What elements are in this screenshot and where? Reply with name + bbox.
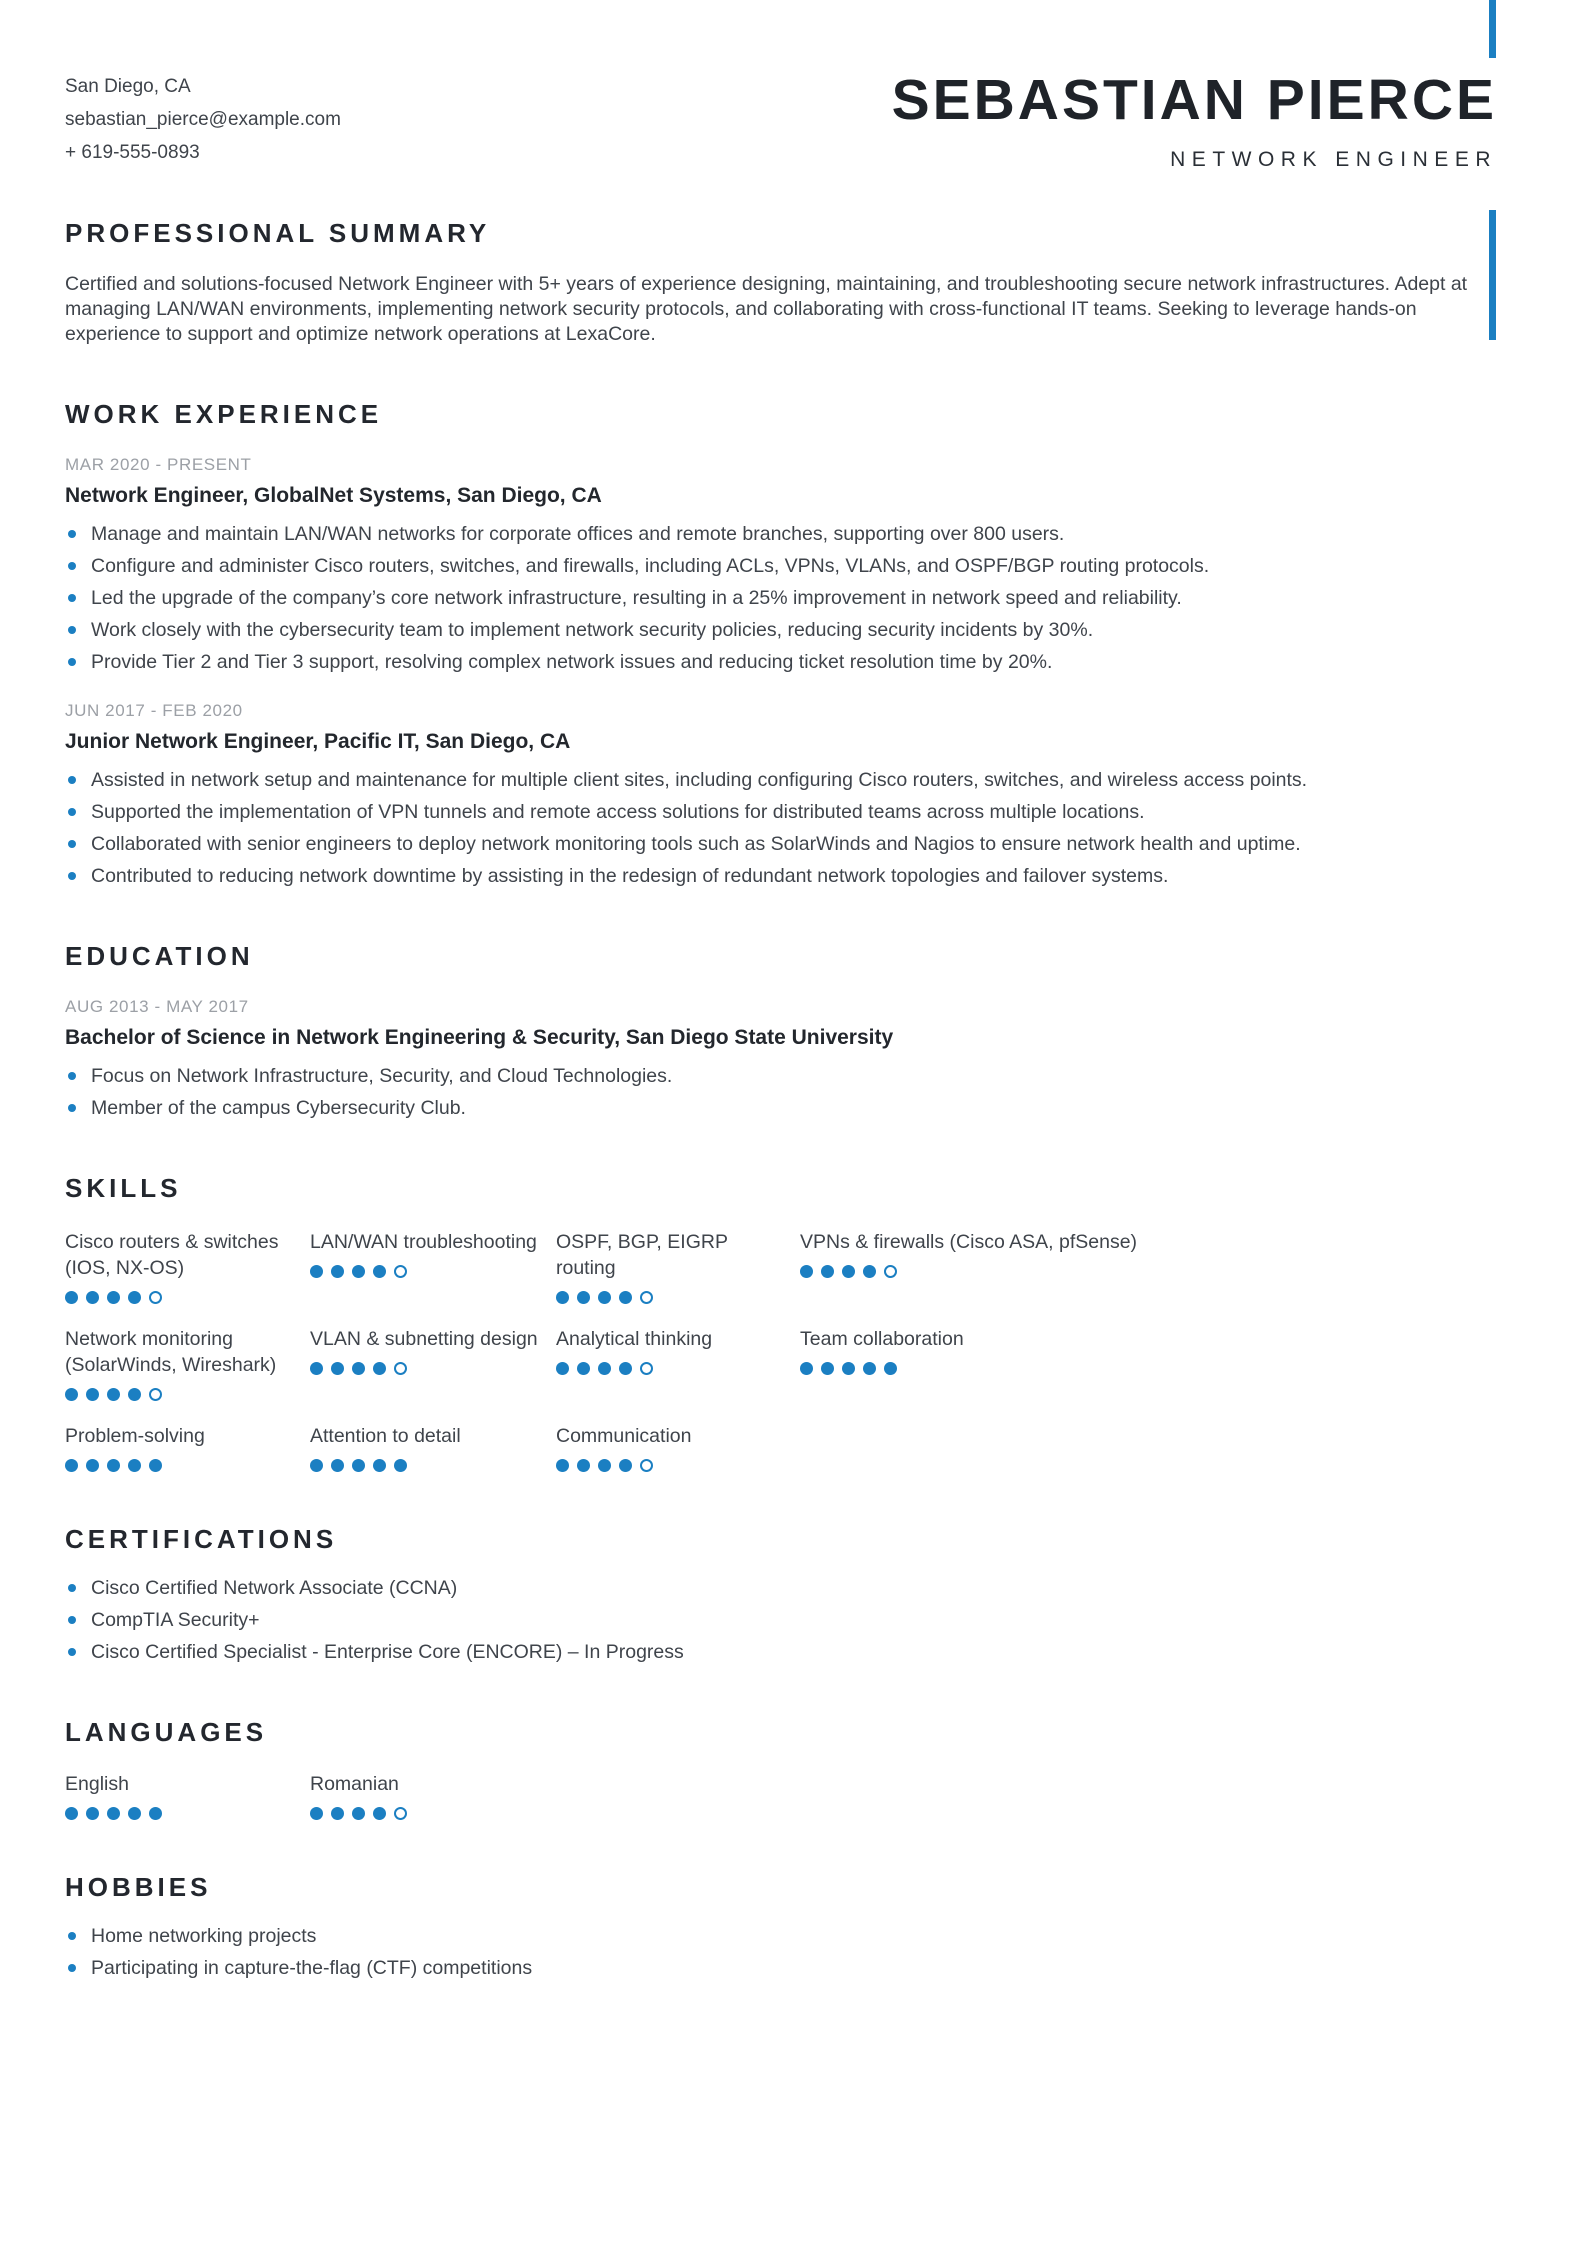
- skill-rating: [310, 1361, 540, 1375]
- skill-label: Attention to detail: [310, 1425, 461, 1447]
- rating-dot-filled: [821, 1362, 834, 1375]
- section-skills: [65, 1173, 1497, 1472]
- rating-dot-empty: [394, 1362, 407, 1375]
- rating-dot-filled: [842, 1362, 855, 1375]
- skill-label: Problem-solving: [65, 1425, 205, 1447]
- job-bullet: Led the upgrade of the company’s core network infrastructure, resulting in a 25% improvement in network speed and reliability.: [65, 586, 1485, 611]
- skill-rating: [556, 1290, 784, 1304]
- skill-item: [65, 1423, 310, 1472]
- candidate-title: NETWORK ENGINEER: [1170, 148, 1497, 171]
- job-bullet: Assisted in network setup and maintenance for multiple client sites, including configuring Cisco routers, switches, and wireless access points.: [65, 768, 1485, 793]
- skill-item: [65, 1229, 310, 1304]
- rating-dot-filled: [352, 1362, 365, 1375]
- rating-dot-filled: [86, 1291, 99, 1304]
- job-bullet-list: [65, 522, 1497, 675]
- skill-label: VLAN & subnetting design: [310, 1328, 538, 1350]
- rating-dot-filled: [577, 1459, 590, 1472]
- section-education: [65, 941, 1497, 1121]
- education-degree: Bachelor of Science in Network Engineering & Security, San Diego State University: [65, 1026, 894, 1049]
- rating-dot-filled: [149, 1459, 162, 1472]
- skills-grid: [65, 1229, 1497, 1472]
- hobby-item: Participating in capture-the-flag (CTF) competitions: [65, 1956, 1485, 1981]
- education-bullet-list: [65, 1064, 1497, 1121]
- rating-dot-filled: [598, 1362, 611, 1375]
- rating-dot-filled: [310, 1459, 323, 1472]
- rating-dot-filled: [842, 1265, 855, 1278]
- job-bullet: Contributed to reducing network downtime by assisting in the redesign of redundant network topologies and failover systems.: [65, 864, 1485, 889]
- name-block: [891, 68, 1497, 172]
- job-dates: MAR 2020 - PRESENT: [65, 455, 252, 474]
- job-bullet: Supported the implementation of VPN tunnels and remote access solutions for distributed teams across multiple locations.: [65, 800, 1485, 825]
- skill-item: [310, 1326, 556, 1401]
- education-bullet: Member of the campus Cybersecurity Club.: [65, 1096, 1485, 1121]
- contact-phone: + 619-555-0893: [65, 142, 200, 163]
- certification-item: CompTIA Security+: [65, 1608, 1485, 1633]
- rating-dot-filled: [863, 1265, 876, 1278]
- header: [65, 70, 1497, 172]
- rating-dot-filled: [107, 1388, 120, 1401]
- job-bullet: Work closely with the cybersecurity team to implement network security policies, reducing security incidents by 30%.: [65, 618, 1485, 643]
- rating-dot-filled: [107, 1459, 120, 1472]
- rating-dot-filled: [65, 1459, 78, 1472]
- hobbies-heading: HOBBIES: [65, 1872, 212, 1902]
- rating-dot-filled: [556, 1459, 569, 1472]
- summary-text: Certified and solutions-focused Network Engineer with 5+ years of experience designing, maintaining, and troubleshooting secure network infrastructures. Adept at managing LAN/WAN environments, implementing network security protocols, and collaborating with cross-functional IT teams. Seeking to leverage hands-on experience to support and optimize network operations at LexaCore.: [65, 273, 1468, 345]
- rating-dot-filled: [394, 1459, 407, 1472]
- language-item: [310, 1771, 556, 1820]
- hobby-list: [65, 1924, 1497, 1981]
- rating-dot-filled: [331, 1362, 344, 1375]
- rating-dot-filled: [619, 1291, 632, 1304]
- rating-dot-filled: [331, 1265, 344, 1278]
- skill-rating: [800, 1361, 1481, 1375]
- skill-rating: [310, 1264, 540, 1278]
- rating-dot-filled: [310, 1807, 323, 1820]
- rating-dot-filled: [619, 1362, 632, 1375]
- languages-grid: [65, 1771, 1497, 1820]
- section-certifications: [65, 1524, 1497, 1665]
- rating-dot-filled: [577, 1291, 590, 1304]
- skill-item: [310, 1423, 556, 1472]
- skill-label: Cisco routers & switches (IOS, NX-OS): [65, 1231, 279, 1279]
- skill-label: Network monitoring (SolarWinds, Wireshark): [65, 1328, 277, 1376]
- skill-label: OSPF, BGP, EIGRP routing: [556, 1231, 728, 1279]
- section-work-experience: [65, 399, 1497, 889]
- skill-item: [65, 1326, 310, 1401]
- job-title: Junior Network Engineer, Pacific IT, San Diego, CA: [65, 730, 571, 753]
- skill-rating: [310, 1458, 540, 1472]
- summary-heading: PROFESSIONAL SUMMARY: [65, 218, 491, 248]
- rating-dot-filled: [65, 1807, 78, 1820]
- skill-label: LAN/WAN troubleshooting: [310, 1231, 537, 1253]
- rating-dot-filled: [86, 1459, 99, 1472]
- rating-dot-filled: [128, 1388, 141, 1401]
- rating-dot-filled: [310, 1265, 323, 1278]
- rating-dot-filled: [577, 1362, 590, 1375]
- rating-dot-filled: [331, 1807, 344, 1820]
- rating-dot-filled: [331, 1459, 344, 1472]
- rating-dot-empty: [640, 1459, 653, 1472]
- rating-dot-filled: [800, 1265, 813, 1278]
- section-professional-summary: [65, 218, 1497, 347]
- language-rating: [310, 1806, 540, 1820]
- rating-dot-filled: [65, 1291, 78, 1304]
- certification-list: [65, 1576, 1497, 1665]
- rating-dot-filled: [556, 1362, 569, 1375]
- rating-dot-empty: [884, 1265, 897, 1278]
- hobby-item: Home networking projects: [65, 1924, 1485, 1949]
- rating-dot-filled: [107, 1807, 120, 1820]
- education-dates: AUG 2013 - MAY 2017: [65, 997, 249, 1016]
- rating-dot-empty: [149, 1291, 162, 1304]
- certification-item: Cisco Certified Network Associate (CCNA): [65, 1576, 1485, 1601]
- skill-rating: [556, 1361, 784, 1375]
- contact-block: [65, 70, 341, 169]
- rating-dot-filled: [373, 1362, 386, 1375]
- rating-dot-filled: [373, 1459, 386, 1472]
- skill-label: Communication: [556, 1425, 692, 1447]
- skill-rating: [556, 1458, 784, 1472]
- rating-dot-filled: [107, 1291, 120, 1304]
- rating-dot-filled: [619, 1459, 632, 1472]
- rating-dot-filled: [65, 1388, 78, 1401]
- skills-heading: SKILLS: [65, 1173, 182, 1203]
- rating-dot-filled: [86, 1807, 99, 1820]
- skill-item: [556, 1326, 800, 1401]
- rating-dot-filled: [598, 1459, 611, 1472]
- job-bullet-list: [65, 768, 1497, 889]
- rating-dot-empty: [394, 1265, 407, 1278]
- rating-dot-filled: [352, 1265, 365, 1278]
- rating-dot-empty: [394, 1807, 407, 1820]
- job-bullet: Manage and maintain LAN/WAN networks for corporate offices and remote branches, supporting over 800 users.: [65, 522, 1485, 547]
- rating-dot-filled: [149, 1807, 162, 1820]
- job-bullet: Configure and administer Cisco routers, switches, and firewalls, including ACLs, VPNs, VLANs, and OSPF/BGP routing protocols.: [65, 554, 1485, 579]
- rating-dot-filled: [128, 1291, 141, 1304]
- job-bullet: Collaborated with senior engineers to deploy network monitoring tools such as SolarWinds and Nagios to ensure network health and uptime.: [65, 832, 1485, 857]
- rating-dot-filled: [352, 1459, 365, 1472]
- skill-item: [310, 1229, 556, 1304]
- contact-email: sebastian_pierce@example.com: [65, 109, 341, 130]
- rating-dot-empty: [640, 1291, 653, 1304]
- rating-dot-filled: [373, 1265, 386, 1278]
- skill-rating: [65, 1458, 294, 1472]
- job-entry: [65, 455, 1497, 675]
- language-item: [65, 1771, 310, 1820]
- accent-bar-side: [1489, 210, 1496, 340]
- job-dates: JUN 2017 - FEB 2020: [65, 701, 243, 720]
- job-entry: [65, 701, 1497, 889]
- job-title: Network Engineer, GlobalNet Systems, San Diego, CA: [65, 484, 602, 507]
- education-bullet: Focus on Network Infrastructure, Security, and Cloud Technologies.: [65, 1064, 1485, 1089]
- skill-item: [556, 1229, 800, 1304]
- skill-label: VPNs & firewalls (Cisco ASA, pfSense): [800, 1231, 1138, 1253]
- candidate-name: SEBASTIAN PIERCE: [891, 68, 1497, 132]
- education-heading: EDUCATION: [65, 941, 254, 971]
- rating-dot-empty: [149, 1388, 162, 1401]
- skill-rating: [65, 1387, 294, 1401]
- rating-dot-filled: [556, 1291, 569, 1304]
- skill-rating: [800, 1264, 1481, 1278]
- languages-heading: LANGUAGES: [65, 1717, 268, 1747]
- skill-item: [800, 1229, 1497, 1304]
- rating-dot-filled: [800, 1362, 813, 1375]
- contact-location: San Diego, CA: [65, 76, 191, 97]
- rating-dot-filled: [598, 1291, 611, 1304]
- language-rating: [65, 1806, 294, 1820]
- section-hobbies: [65, 1872, 1497, 1981]
- language-label: English: [65, 1773, 129, 1795]
- skill-label: Team collaboration: [800, 1328, 964, 1350]
- rating-dot-filled: [884, 1362, 897, 1375]
- work-heading: WORK EXPERIENCE: [65, 399, 383, 429]
- rating-dot-filled: [373, 1807, 386, 1820]
- language-label: Romanian: [310, 1773, 399, 1795]
- rating-dot-empty: [640, 1362, 653, 1375]
- rating-dot-filled: [863, 1362, 876, 1375]
- section-languages: [65, 1717, 1497, 1820]
- certification-item: Cisco Certified Specialist - Enterprise Core (ENCORE) – In Progress: [65, 1640, 1485, 1665]
- skill-rating: [65, 1290, 294, 1304]
- rating-dot-filled: [352, 1807, 365, 1820]
- certifications-heading: CERTIFICATIONS: [65, 1524, 338, 1554]
- accent-bar-top: [1489, 0, 1496, 58]
- rating-dot-filled: [821, 1265, 834, 1278]
- rating-dot-filled: [310, 1362, 323, 1375]
- rating-dot-filled: [128, 1459, 141, 1472]
- job-bullet: Provide Tier 2 and Tier 3 support, resolving complex network issues and reducing ticket resolution time by 20%.: [65, 650, 1485, 675]
- skill-label: Analytical thinking: [556, 1328, 713, 1350]
- rating-dot-filled: [128, 1807, 141, 1820]
- skill-item: [556, 1423, 800, 1472]
- skill-item: [800, 1326, 1497, 1401]
- rating-dot-filled: [86, 1388, 99, 1401]
